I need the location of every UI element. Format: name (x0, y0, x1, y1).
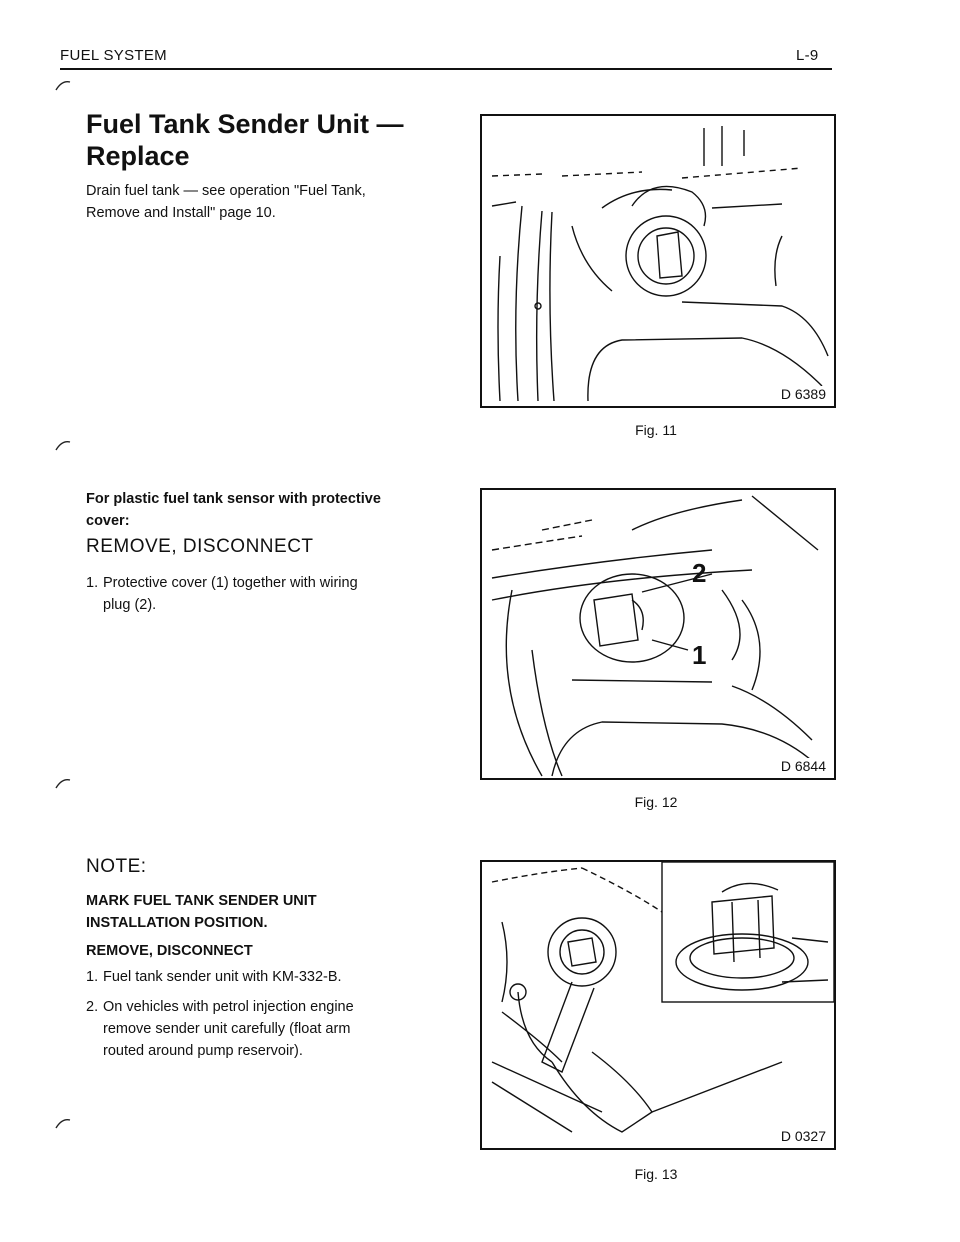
figure-code: D 6844 (780, 758, 826, 774)
note-heading: NOTE: (86, 856, 147, 877)
plastic-subheading: REMOVE, DISCONNECT (86, 536, 314, 557)
figure-12 (480, 488, 836, 780)
intro-text: Drain fuel tank — see operation "Fuel Tank, Remove and Install" page 10. (86, 183, 366, 221)
list-item: 1. Protective cover (1) together with wiring plug (2). (86, 575, 358, 613)
callout-1: 1 (692, 640, 707, 670)
figure-code: D 6389 (780, 386, 826, 402)
margin-mark (54, 78, 74, 92)
protective-cover-drawing (482, 490, 834, 778)
header-rule (60, 68, 832, 70)
plastic-cover-label: For plastic fuel tank sensor with protective cover: (86, 491, 381, 529)
sender-unit-removal-drawing (482, 862, 834, 1148)
running-header-section: FUEL SYSTEM (60, 47, 167, 64)
figure-code: D 0327 (780, 1128, 826, 1144)
note-steps (86, 966, 386, 1070)
fuel-tank-sender-drawing (482, 116, 834, 406)
figure-13 (480, 860, 836, 1150)
list-item: 2. On vehicles with petrol injection engine remove sender unit carefully (float arm routed around pump reservoir). (86, 999, 354, 1059)
note-subheading: REMOVE, DISCONNECT (86, 943, 253, 959)
margin-mark (54, 776, 74, 790)
note-text: MARK FUEL TANK SENDER UNIT INSTALLATION POSITION. (86, 893, 317, 931)
list-item: 1. Fuel tank sender unit with KM-332-B. (86, 969, 342, 985)
figure-caption: Fig. 12 (634, 794, 678, 810)
plastic-steps (86, 572, 376, 624)
callout-2: 2 (692, 558, 707, 588)
margin-mark (54, 1116, 74, 1130)
figure-caption: Fig. 11 (635, 422, 677, 438)
page-number: L-9 (796, 47, 819, 64)
figure-caption: Fig. 13 (634, 1166, 678, 1182)
figure-11 (480, 114, 836, 408)
margin-mark (54, 438, 74, 452)
page-title: Fuel Tank Sender Unit — Replace (86, 109, 404, 171)
